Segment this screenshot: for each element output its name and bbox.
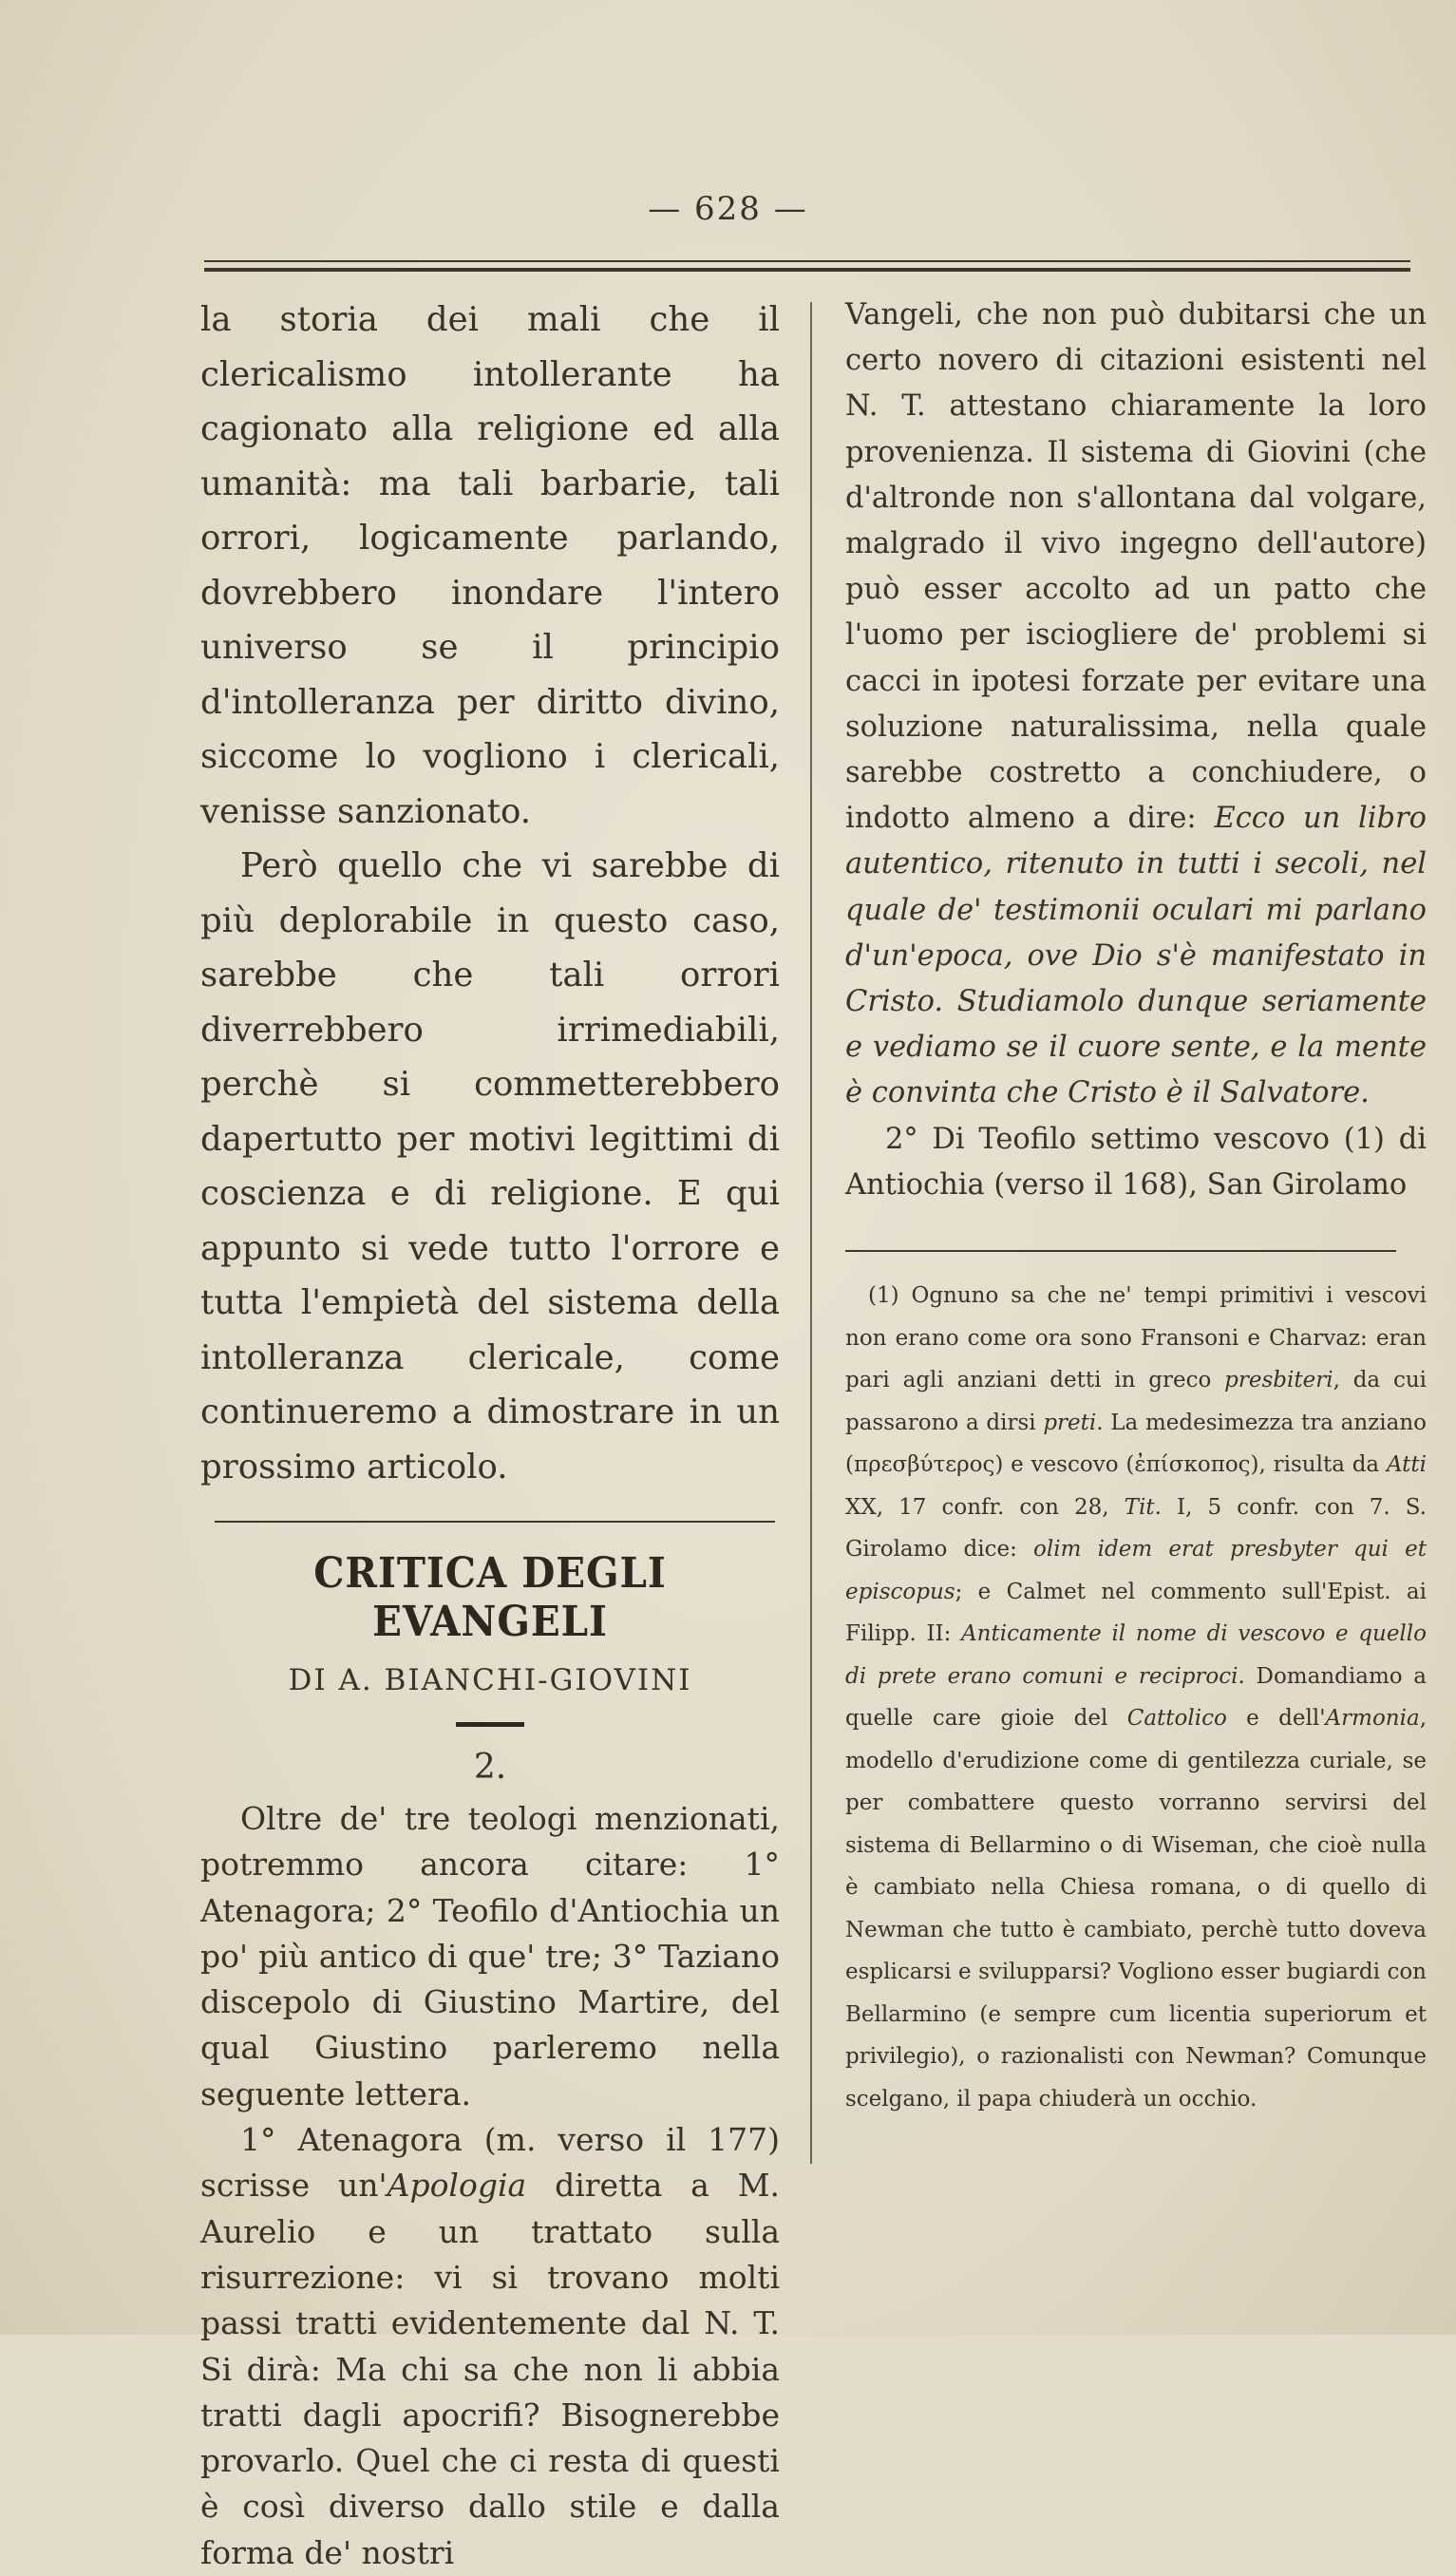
footnote-rule: [845, 1250, 1396, 1252]
section-body: [200, 1796, 780, 2576]
right-paragraph-2: 2° Di Teofilo settimo vescovo (1) di Antiochia (verso il 168), San Girolamo: [845, 1122, 1427, 1202]
text-run: diretta a M. Aurelio e un trattato sulla risurrezione: vi si trovano molti passi tratti evidentemente dal N. T. Si dirà: Ma chi sa che non li abbia tratti dagli apocrifi? Bisognerebbe provarlo. Quel che ci resta di questi è così diverso dallo stile e dalla forma de' nostri: [200, 2167, 780, 2571]
fn-run: XX, 17 confr. con 28,: [845, 1494, 1125, 1520]
fn-italic: preti: [1043, 1410, 1097, 1435]
left-column: [200, 293, 780, 2576]
text-run: 1° Atenagora (m. verso il 177) scrisse un': [200, 2121, 780, 2205]
section-number: 2.: [473, 1748, 507, 1787]
section-subtitle: DI A. BIANCHI-GIOVINI: [288, 1663, 692, 1697]
fn-italic: Cattolico: [1126, 1706, 1227, 1732]
fn-run: I, 5 confr. con 7. S. Girolamo dice:: [845, 1494, 1427, 1563]
italic-run: Apologia: [387, 2167, 527, 2205]
text-run: Vangeli, che non può dubitarsi che un certo novero di citazioni esistenti nel N. T. attestano chiaramente la loro provenienza. Il sistema di Giovini (che d'altronde non s'allontana dal volgare, malgrado il vivo ingegno dell'autore) può esser accolto ad un patto che l'uomo per iscioglierе de' problemi si cacci in ipotesi forzate per evitare una soluzione naturalissima, nella quale sarebbe costretto a conchiudere, o indotto almeno a dire:: [845, 298, 1427, 836]
fn-run: ; e Calmet nel commento sull'Epist. ai Filipp. II:: [845, 1579, 1427, 1647]
fn-run: . Domandiamo a quelle care gioie del: [845, 1663, 1428, 1732]
header-rule: [204, 260, 1410, 272]
title-dash: [456, 1722, 524, 1727]
left-paragraph-4: [200, 2117, 780, 2576]
left-paragraph-3: Oltre de' tre teologi menzionati, potremmo ancora citare: 1° Atenagora; 2° Teofilo d'Antiochia un po' più antico di que' tre; 3° Taziano discepolo di Giustino Martire, del qual Giustino parleremo nella seguente lettera.: [200, 1800, 780, 2112]
footnote: [845, 1275, 1427, 2120]
fn-run: e dell': [1226, 1706, 1326, 1732]
fn-italic: presbiteri: [1224, 1368, 1333, 1393]
italic-run: Ecco un libro autentico, ritenuto in tutti i secoli, nel quale de' testimonii oculari mi parlano d'un'epoca, ove Dio s'è manifestato in Cristo. Studiamolo dunque seriamente e vediamo se il cuore sente, e la mente è convinta che Cristo è il Salvatore.: [845, 802, 1427, 1110]
right-paragraph-1: [845, 293, 1427, 1117]
fn-italic: Armonia: [1325, 1706, 1420, 1732]
fn-run: , da cui passarono a dirsi: [845, 1368, 1427, 1435]
fn-italic: Atti: [1386, 1452, 1427, 1478]
fn-run: (1) Ognuno sa che ne' tempi primitivi i vescovi non erano come ora sono Fransoni e Charvaz: eran pari agli anziani detti in greco: [845, 1283, 1427, 1393]
right-column: [845, 293, 1427, 2120]
fn-italic: Anticamente il nome di vescovo e quello di prete erano comuni e reciproci: [845, 1621, 1427, 1689]
page-number: — 628 —: [648, 190, 808, 228]
fn-italic: olim idem erat presbyter qui et episcopus: [845, 1537, 1427, 1604]
left-paragraph-1: la storia dei mali che il clericalismo intollerante ha cagionato alla religione ed alla umanità: ma tali barbarie, tali orrori, logicamente parlando, dovrebbero inondare l'intero universo se il principio d'intolleranza per diritto divino, siccome lo vogliono i clericali, venisse sanzionato.: [200, 300, 780, 831]
section-separator: [215, 1521, 775, 1523]
fn-italic: Tit.: [1124, 1494, 1162, 1520]
left-paragraph-2: Però quello che vi sarebbe di più deplorabile in questo caso, sarebbe che tali orrori diverrebbero irrimediabili, perchè si commetterebbero dapertutto per motivi legittimi di coscienza e di religione. E qui appunto si vede tutto l'orrore e tutta l'empietà del sistema della intolleranza clericale, come continueremo a dimostrare in un prossimo articolo.: [200, 846, 780, 1487]
fn-run: . La medesimezza tra anziano (πρεσβύτερος) e vescovo (ἐπίσκοπος), risulta da: [845, 1410, 1427, 1478]
section-title: CRITICA DEGLI EVANGELI: [313, 1549, 667, 1646]
fn-run: , modello d'erudizione come di gentilezza curiale, se per combattere questo vorranno servirsi del sistema di Bellarmino o di Wiseman, che cioè nulla è cambiato nella Chiesa romana, o di quello di Newman che tutto è cambiato, perchè tutto doveva esplicarsi e svilupparsi? Vogliono esser bugiardi con Bellarmino (e sempre cum licentia superiorum et privilegio), o razionalisti con Newman? Comunque scelgano, il papa chiuderà un occhio.: [845, 1706, 1427, 2112]
column-divider: [810, 302, 812, 2164]
